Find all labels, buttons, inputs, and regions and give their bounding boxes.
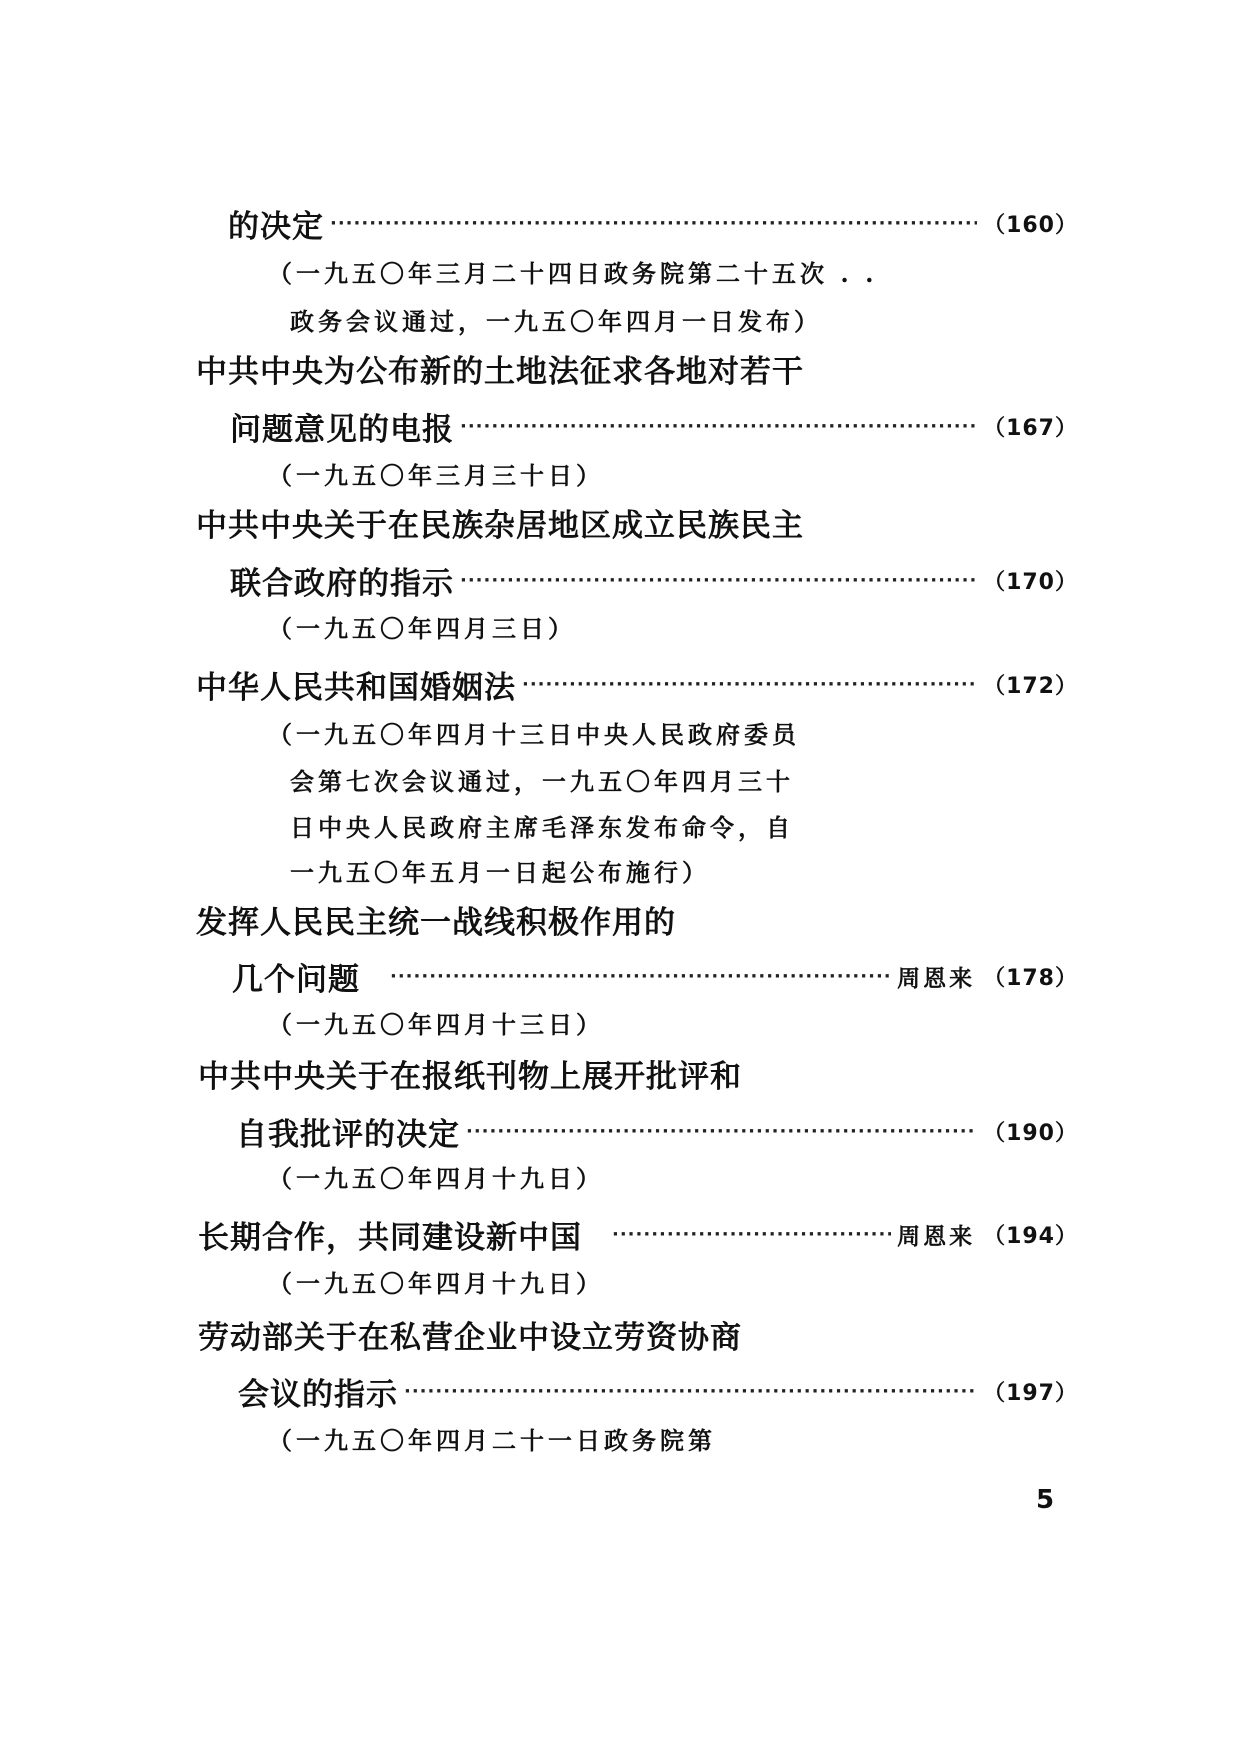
toc-entry-row bbox=[230, 562, 1078, 602]
toc-entry-title: 长期合作，共同建设新中国 bbox=[198, 1219, 582, 1256]
toc-entry-note: （一九五〇年四月十九日） bbox=[268, 1269, 604, 1298]
toc-entry-title: 几个问题 bbox=[232, 961, 360, 998]
leader-dots bbox=[460, 416, 977, 437]
toc-entry-note: 政务会议通过，一九五〇年四月一日发布） bbox=[290, 307, 822, 336]
toc-entry-title: 中共中央为公布新的土地法征求各地对若干 bbox=[196, 354, 804, 390]
leader-dots bbox=[522, 674, 977, 695]
leader-dots bbox=[612, 1224, 891, 1245]
toc-entry-title: 发挥人民民主统一战线积极作用的 bbox=[196, 905, 676, 941]
toc-entry-row bbox=[228, 205, 1078, 245]
toc-entry-row bbox=[198, 1216, 1078, 1256]
leader-dots bbox=[404, 1381, 977, 1402]
toc-entry-row bbox=[196, 666, 1078, 706]
toc-entry-title: 自我批评的决定 bbox=[236, 1116, 460, 1153]
page-number: 5 bbox=[1036, 1485, 1055, 1515]
toc-page-number: （172） bbox=[983, 673, 1078, 699]
toc-entry-title: 劳动部关于在私营企业中设立劳资协商 bbox=[198, 1320, 742, 1356]
leader-dots bbox=[460, 570, 977, 591]
toc-entry-title: 中共中央关于在报纸刊物上展开批评和 bbox=[198, 1059, 742, 1095]
toc-entry-note: （一九五〇年四月三日） bbox=[268, 614, 576, 643]
leader-dots bbox=[330, 213, 977, 234]
toc-page-number: （160） bbox=[983, 212, 1078, 238]
toc-entry-note: （一九五〇年四月十三日中央人民政府委员 bbox=[268, 720, 800, 749]
toc-entry-title: 会议的指示 bbox=[238, 1376, 398, 1413]
toc-entry-note: 会第七次会议通过，一九五〇年四月三十 bbox=[290, 767, 794, 796]
leader-dots bbox=[390, 966, 891, 987]
toc-entry-row bbox=[230, 408, 1078, 448]
toc-entry-title: 的决定 bbox=[228, 208, 324, 245]
toc-entry-note: （一九五〇年四月十三日） bbox=[268, 1010, 604, 1039]
toc-page-number: （178） bbox=[983, 965, 1078, 991]
toc-entry-row bbox=[232, 958, 1078, 998]
toc-entry-note: （一九五〇年三月三十日） bbox=[268, 461, 604, 490]
toc-entry-title: 联合政府的指示 bbox=[230, 565, 454, 602]
toc-entry-author: 周恩来 bbox=[897, 964, 976, 992]
toc-page-number: （197） bbox=[983, 1380, 1078, 1406]
toc-entry-row bbox=[238, 1373, 1078, 1413]
toc-entry-author: 周恩来 bbox=[897, 1222, 976, 1250]
toc-entry-note: （一九五〇年四月二十一日政务院第 bbox=[268, 1426, 716, 1455]
toc-entry-note: 日中央人民政府主席毛泽东发布命令，自 bbox=[290, 813, 794, 842]
toc-entry-note: 一九五〇年五月一日起公布施行） bbox=[290, 858, 710, 887]
toc-page-number: （190） bbox=[983, 1120, 1078, 1146]
toc-entry-title: 问题意见的电报 bbox=[230, 411, 454, 448]
toc-entry-row bbox=[236, 1113, 1078, 1153]
toc-page-number: （194） bbox=[983, 1223, 1078, 1249]
leader-dots bbox=[466, 1121, 977, 1142]
toc-entry-title: 中共中央关于在民族杂居地区成立民族民主 bbox=[196, 508, 804, 544]
toc-entry-note: （一九五〇年四月十九日） bbox=[268, 1164, 604, 1193]
toc-page-number: （170） bbox=[983, 569, 1078, 595]
toc-entry-title: 中华人民共和国婚姻法 bbox=[196, 669, 516, 706]
toc-entry-note: （一九五〇年三月二十四日政务院第二十五次 . . bbox=[268, 259, 878, 288]
toc-page-number: （167） bbox=[983, 415, 1078, 441]
